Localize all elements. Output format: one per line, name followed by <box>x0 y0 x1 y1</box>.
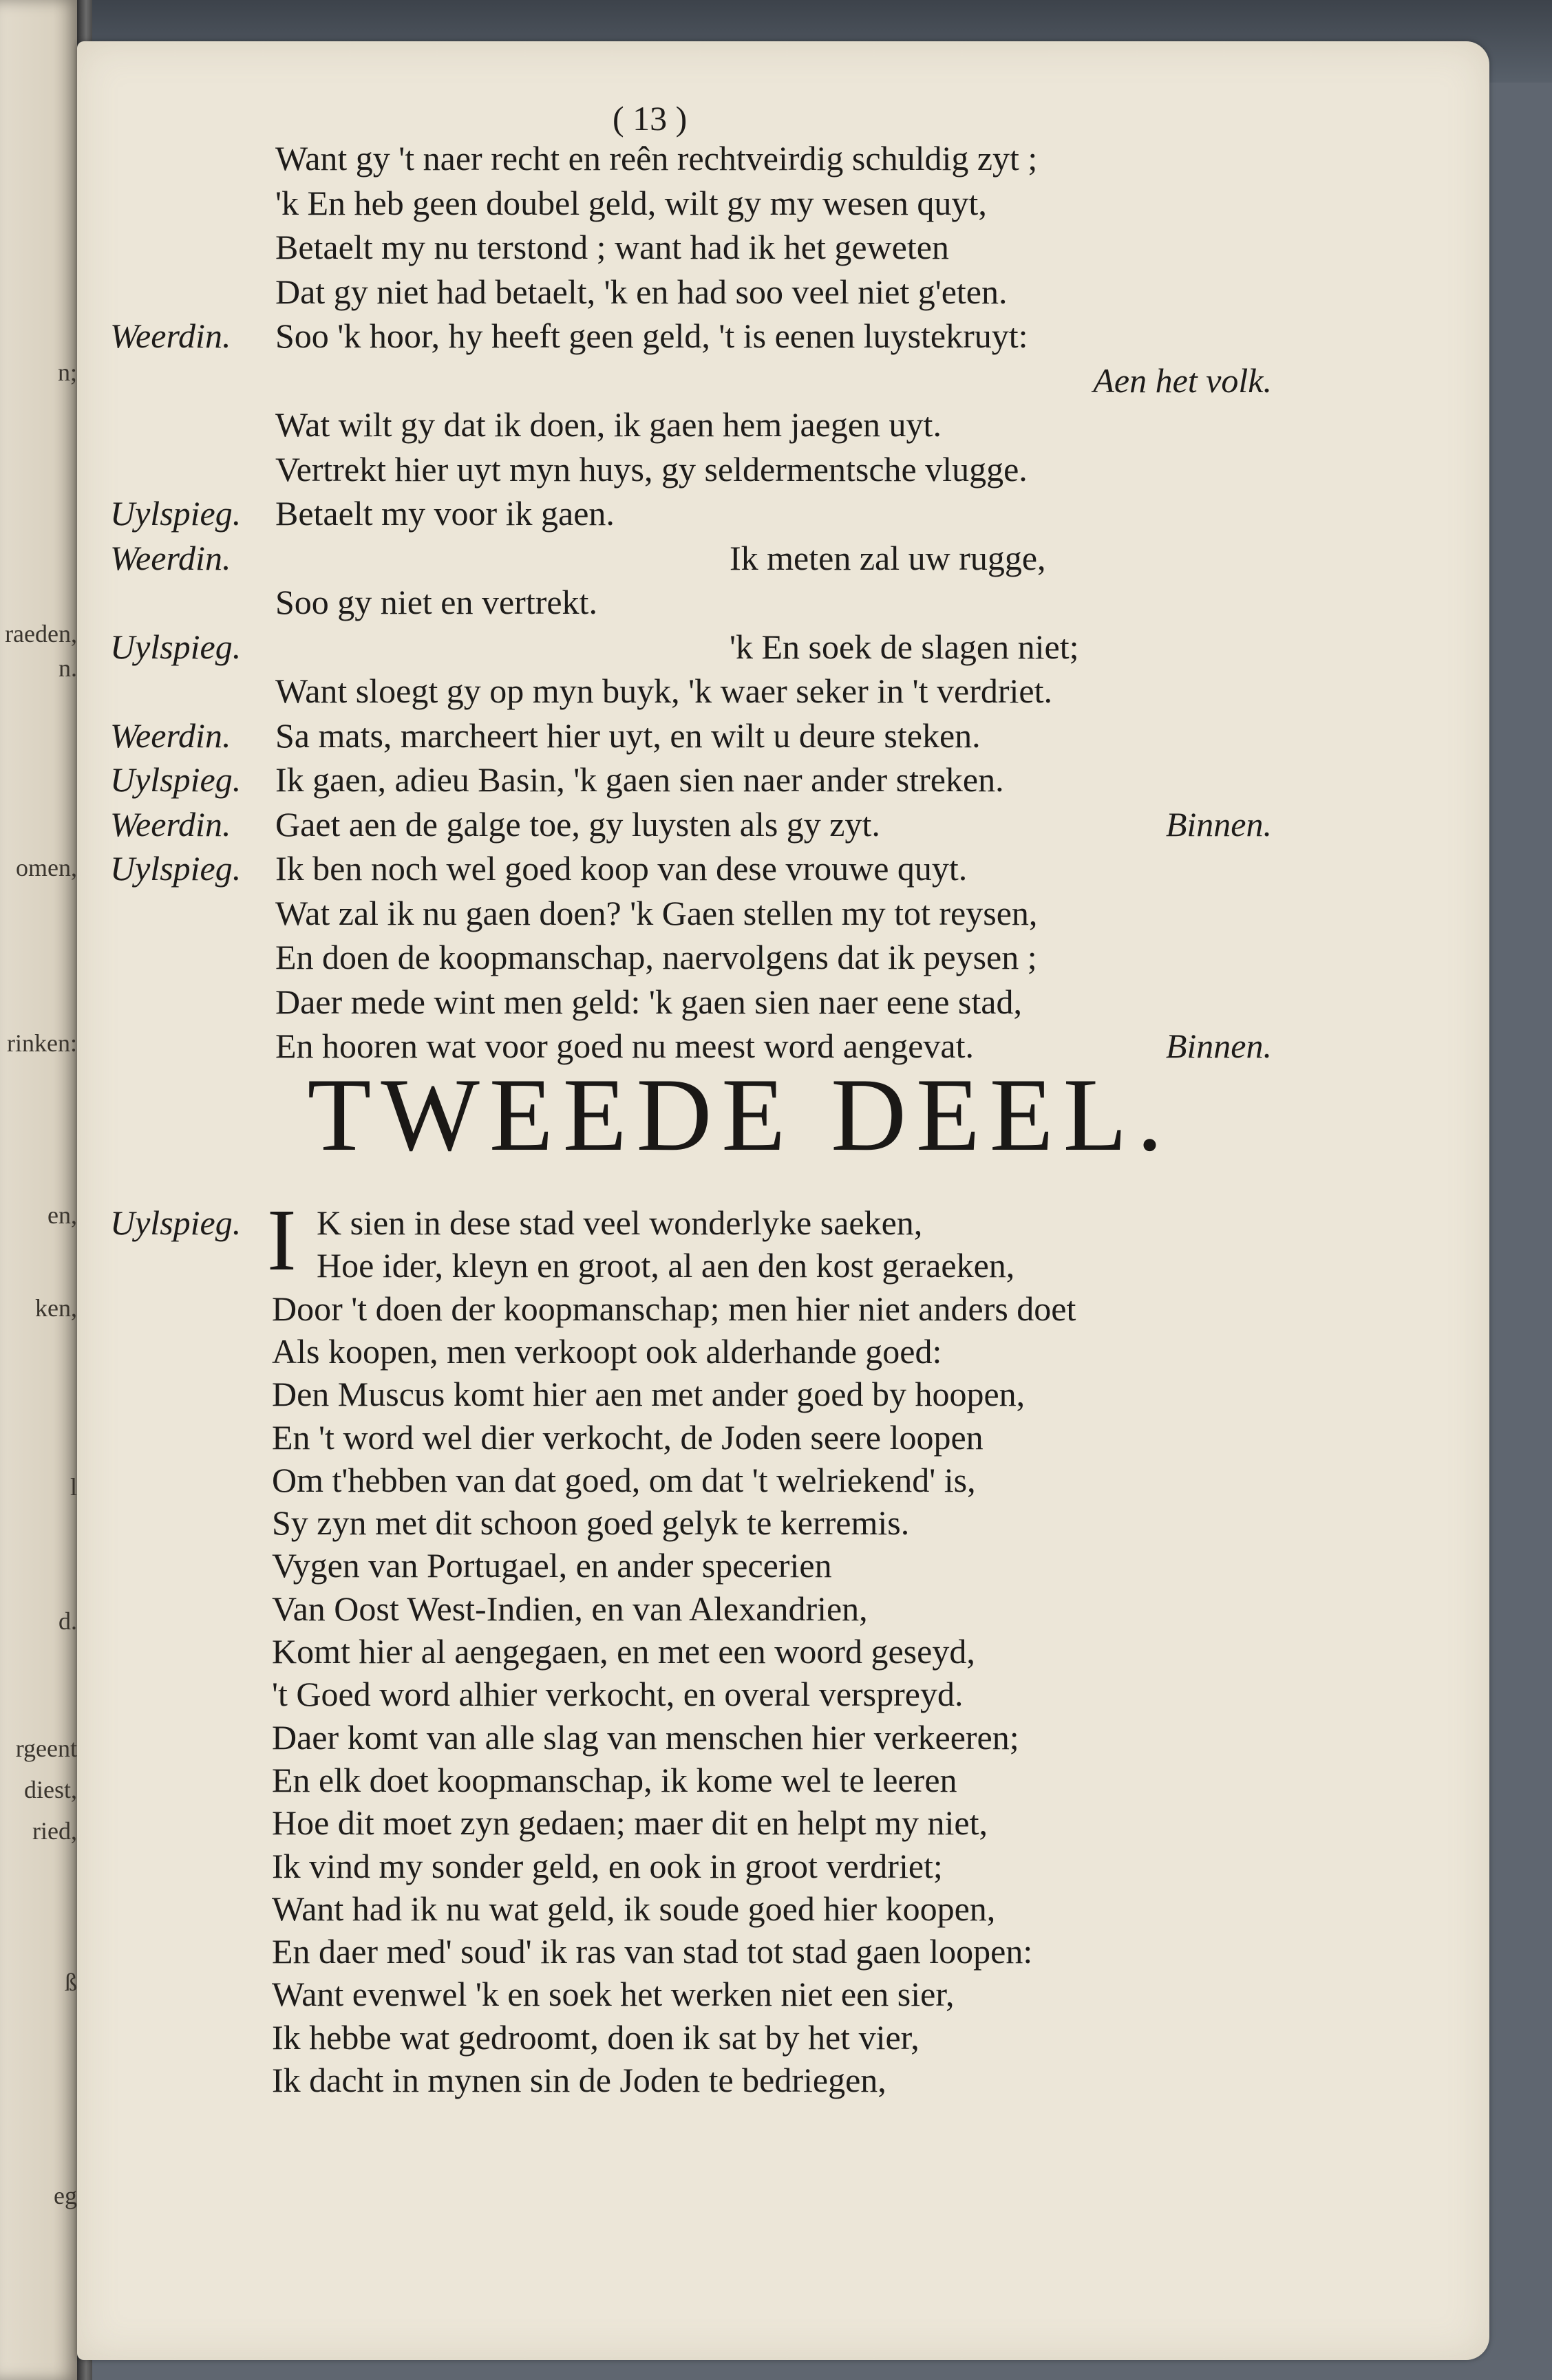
verse-line: Want sloegt gy op myn buyk, 'k waer seker in 't verdriet. <box>275 672 1053 710</box>
left-fragment: ken, <box>35 1294 77 1322</box>
verse-line: Als koopen, men verkoopt ook alderhande goed: <box>272 1331 942 1371</box>
left-fragment: omen, <box>16 854 77 881</box>
verse-line: 't Goed word alhier verkocht, en overal verspreyd. <box>272 1675 964 1714</box>
verse-line: En hooren wat voor goed nu meest word aengevat. <box>275 1027 974 1065</box>
section-heading: TWEEDE DEEL. <box>307 1057 1173 1172</box>
verse-line: Wat zal ik nu gaen doen? 'k Gaen stellen my tot reysen, <box>275 893 1038 932</box>
verse-line: Ik gaen, adieu Basin, 'k gaen sien naer ander streken. <box>275 760 1004 799</box>
left-fragment: raeden, <box>5 620 77 647</box>
verse-line: Dat gy niet had betaelt, 'k en had soo veel niet g'eten. <box>275 272 1008 311</box>
speaker-label: Uylspieg. <box>110 1203 242 1242</box>
verse-line: Van Oost West-Indien, en van Alexandrien, <box>272 1589 868 1628</box>
left-fragment: diest, <box>24 1776 77 1803</box>
left-fragment: n. <box>59 654 77 682</box>
left-fragment: en, <box>47 1201 77 1229</box>
speaker-label: Uylspieg. <box>110 760 242 799</box>
verse-line: Vygen van Portugael, en ander specerien <box>272 1546 832 1585</box>
left-fragment: eg <box>54 2182 77 2209</box>
stage-direction: Binnen. <box>1165 804 1272 844</box>
stage-direction: Binnen. <box>1165 1027 1272 1065</box>
left-fragment: l <box>70 1473 77 1501</box>
verse-line: Want had ik nu wat geld, ik soude goed hier koopen, <box>272 1889 996 1928</box>
verse-line: Sy zyn met dit schoon goed gelyk te kerremis. <box>272 1503 910 1543</box>
speaker-label: Weerdin. <box>110 716 231 755</box>
verse-line: En doen de koopmanschap, naervolgens dat ik peysen ; <box>275 938 1037 976</box>
speaker-label: Weerdin. <box>110 538 231 577</box>
left-fragment: ß <box>65 1969 77 1996</box>
verse-line: Soo gy niet en vertrekt. <box>275 583 597 621</box>
verse-line: Sa mats, marcheert hier uyt, en wilt u deure steken. <box>275 716 981 755</box>
verse-line: Want gy 't naer recht en reên rechtveirdig schuldig zyt ; <box>275 139 1038 178</box>
verse-line: En elk doet koopmanschap, ik kome wel te leeren <box>272 1760 957 1799</box>
verse-line: Ik ben noch wel goed koop van dese vrouwe quyt. <box>275 849 968 888</box>
left-fragment: d. <box>59 1607 77 1635</box>
verse-line: Soo 'k hoor, hy heeft geen geld, 't is eenen luystekruyt: <box>275 317 1028 355</box>
speaker-label: Uylspieg. <box>110 494 242 533</box>
verse-line: Den Muscus komt hier aen met ander goed by hoopen, <box>272 1375 1025 1414</box>
verse-line: Ik dacht in mynen sin de Joden te bedriegen, <box>272 2061 886 2099</box>
speaker-label: Uylspieg. <box>110 627 242 666</box>
drop-cap: I <box>267 1191 297 1289</box>
verse-line: Ik vind my sonder geld, en ook in groot verdriet; <box>272 1846 943 1885</box>
verse-line: Betaelt my nu terstond ; want had ik het geweten <box>275 228 949 266</box>
stage-direction: Aen het volk. <box>1093 361 1272 400</box>
verse-line: Want evenwel 'k en soek het werken niet een sier, <box>272 1975 955 2014</box>
verse-line: Daer mede wint men geld: 'k gaen sien naer eene stad, <box>275 982 1022 1021</box>
verse-line: Wat wilt gy dat ik doen, ik gaen hem jaegen uyt. <box>275 405 942 444</box>
verse-line: Om t'hebben van dat goed, om dat 't welriekend' is, <box>272 1460 976 1499</box>
verse-line: 'k En heb geen doubel geld, wilt gy my wesen quyt, <box>275 183 987 222</box>
verse-line: En daer med' soud' ik ras van stad tot stad gaen loopen: <box>272 1932 1033 1971</box>
verse-line: Gaet aen de galge toe, gy luysten als gy zyt. <box>275 804 880 844</box>
verse-line: Komt hier al aengegaen, en met een woord geseyd, <box>272 1632 975 1671</box>
verse-line: Ik hebbe wat gedroomt, doen ik sat by het vier, <box>272 2017 919 2057</box>
speaker-label: Uylspieg. <box>110 849 242 888</box>
verse-line: Door 't doen der koopmanschap; men hier niet anders doet <box>272 1289 1076 1328</box>
verse-line: 'k En soek de slagen niet; <box>730 627 1079 666</box>
verse-line: Ik meten zal uw rugge, <box>730 538 1046 577</box>
verse-line: Daer komt van alle slag van menschen hier verkeeren; <box>272 1717 1019 1757</box>
left-fragment: n; <box>57 358 77 386</box>
speaker-label: Weerdin. <box>110 317 231 355</box>
left-fragment: rinken: <box>7 1029 77 1057</box>
verse-line: Hoe dit moet zyn gedaen; maer dit en helpt my niet, <box>272 1803 988 1843</box>
verse-line: Hoe ider, kleyn en groot, al aen den kost geraeken, <box>317 1246 1015 1285</box>
left-fragment: ried, <box>32 1817 77 1845</box>
left-page-edge <box>0 0 81 2380</box>
verse-line: En 't word wel dier verkocht, de Joden seere loopen <box>272 1417 984 1457</box>
speaker-label: Weerdin. <box>110 804 231 844</box>
verse-line: K sien in dese stad veel wonderlyke saeken, <box>317 1203 923 1242</box>
left-fragment: rgeent <box>15 1735 77 1762</box>
verse-line: Betaelt my voor ik gaen. <box>275 494 615 533</box>
verse-line: Vertrekt hier uyt myn huys, gy seldermentsche vlugge. <box>275 449 1028 489</box>
page-number: ( 13 ) <box>613 99 688 138</box>
